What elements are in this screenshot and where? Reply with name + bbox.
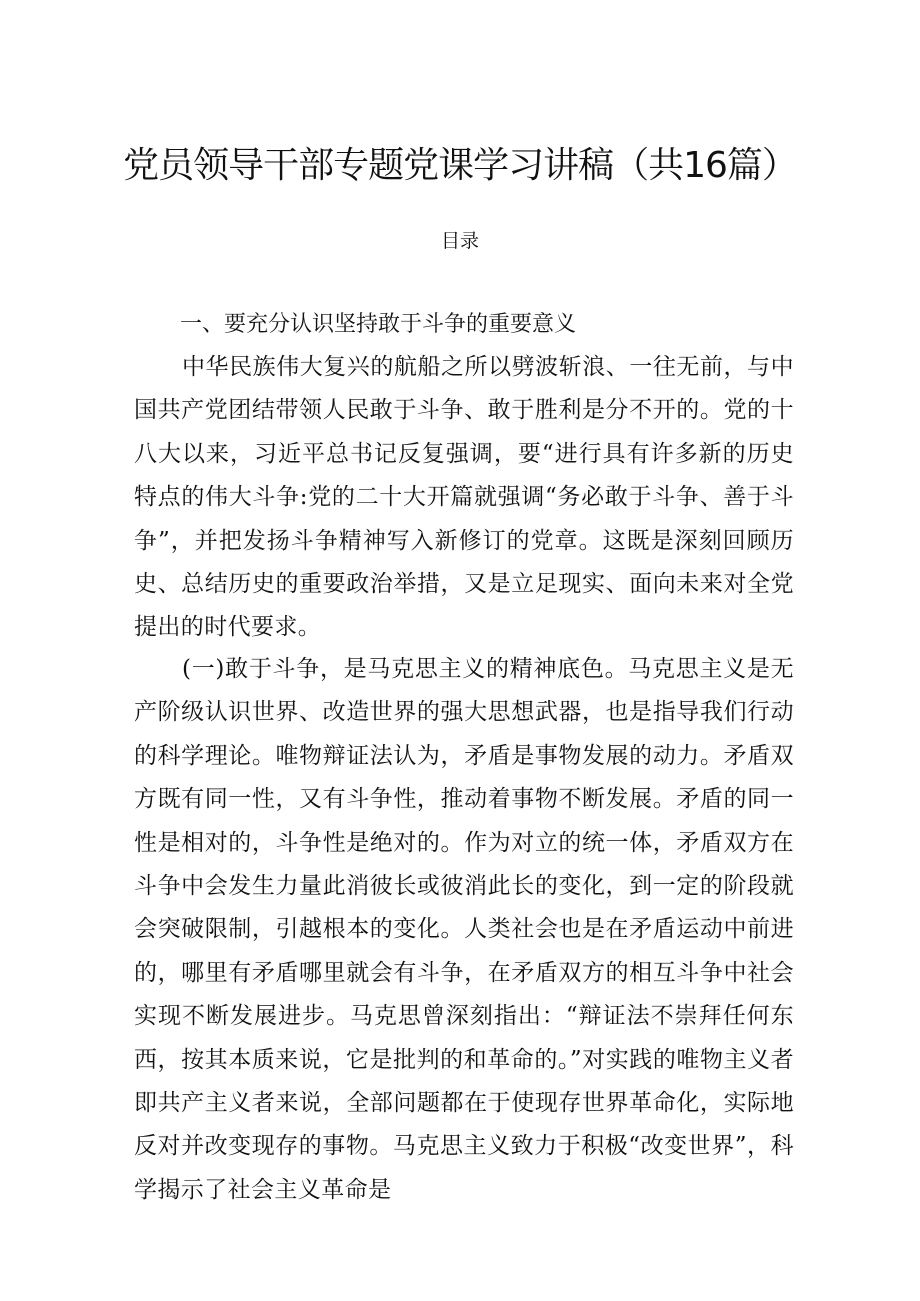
table-of-contents-label: 目录 [440, 230, 479, 252]
section-heading: 一、要充分认识坚持敢于斗争的重要意义 [180, 312, 577, 337]
body-paragraph: (一)敢于斗争，是马克思主义的精神底色。马克思主义是无产阶级认识世界、改造世界的强大思想武器，也是指导我们行动的科学理论。唯物辩证法认为，矛盾是事物发展的动力。矛盾双方既有同一性，又有斗争性，推动着事物不断发展。矛盾的同一性是相对的，斗争性是绝对的。作为对立的统一体，矛盾双方在斗争中会发生力量此消彼长或彼消此长的变化，到一定的阶段就会突破限制，引越根本的变化。人类社会也是在矛盾运动中前进的，哪里有矛盾哪里就会有斗争，在矛盾双方的相互斗争中社会实现不断发展进步。马克思曾深刻指出：“辩证法不崇拜任何东西，按其本质来说，它是批判的和革命的。”对实践的唯物主义者即共产主义者来说，全部问题都在于使现存世界革命化，实际地反对并改变现存的事物。马克思主义致力于积极“改变世界”，科学揭示了社会主义革命是 [134, 656, 794, 1203]
body-paragraph: 中华民族伟大复兴的航船之所以劈波斩浪、一往无前，与中国共产党团结带领人民敢于斗争、敢于胜利是分不开的。党的十八大以来，习近平总书记反复强调，要“进行具有许多新的历史特点的伟大斗争:党的二十大开篇就强调“务必敢于斗争、善于斗争”，并把发扬斗争精神写入新修订的党章。这既是深刻回顾历史、总结历史的重要政治举措，又是立足现实、面向未来对全党提出的时代要求。 [134, 354, 794, 641]
document-title: 党员领导干部专题党课学习讲稿（共16篇） [123, 145, 797, 186]
